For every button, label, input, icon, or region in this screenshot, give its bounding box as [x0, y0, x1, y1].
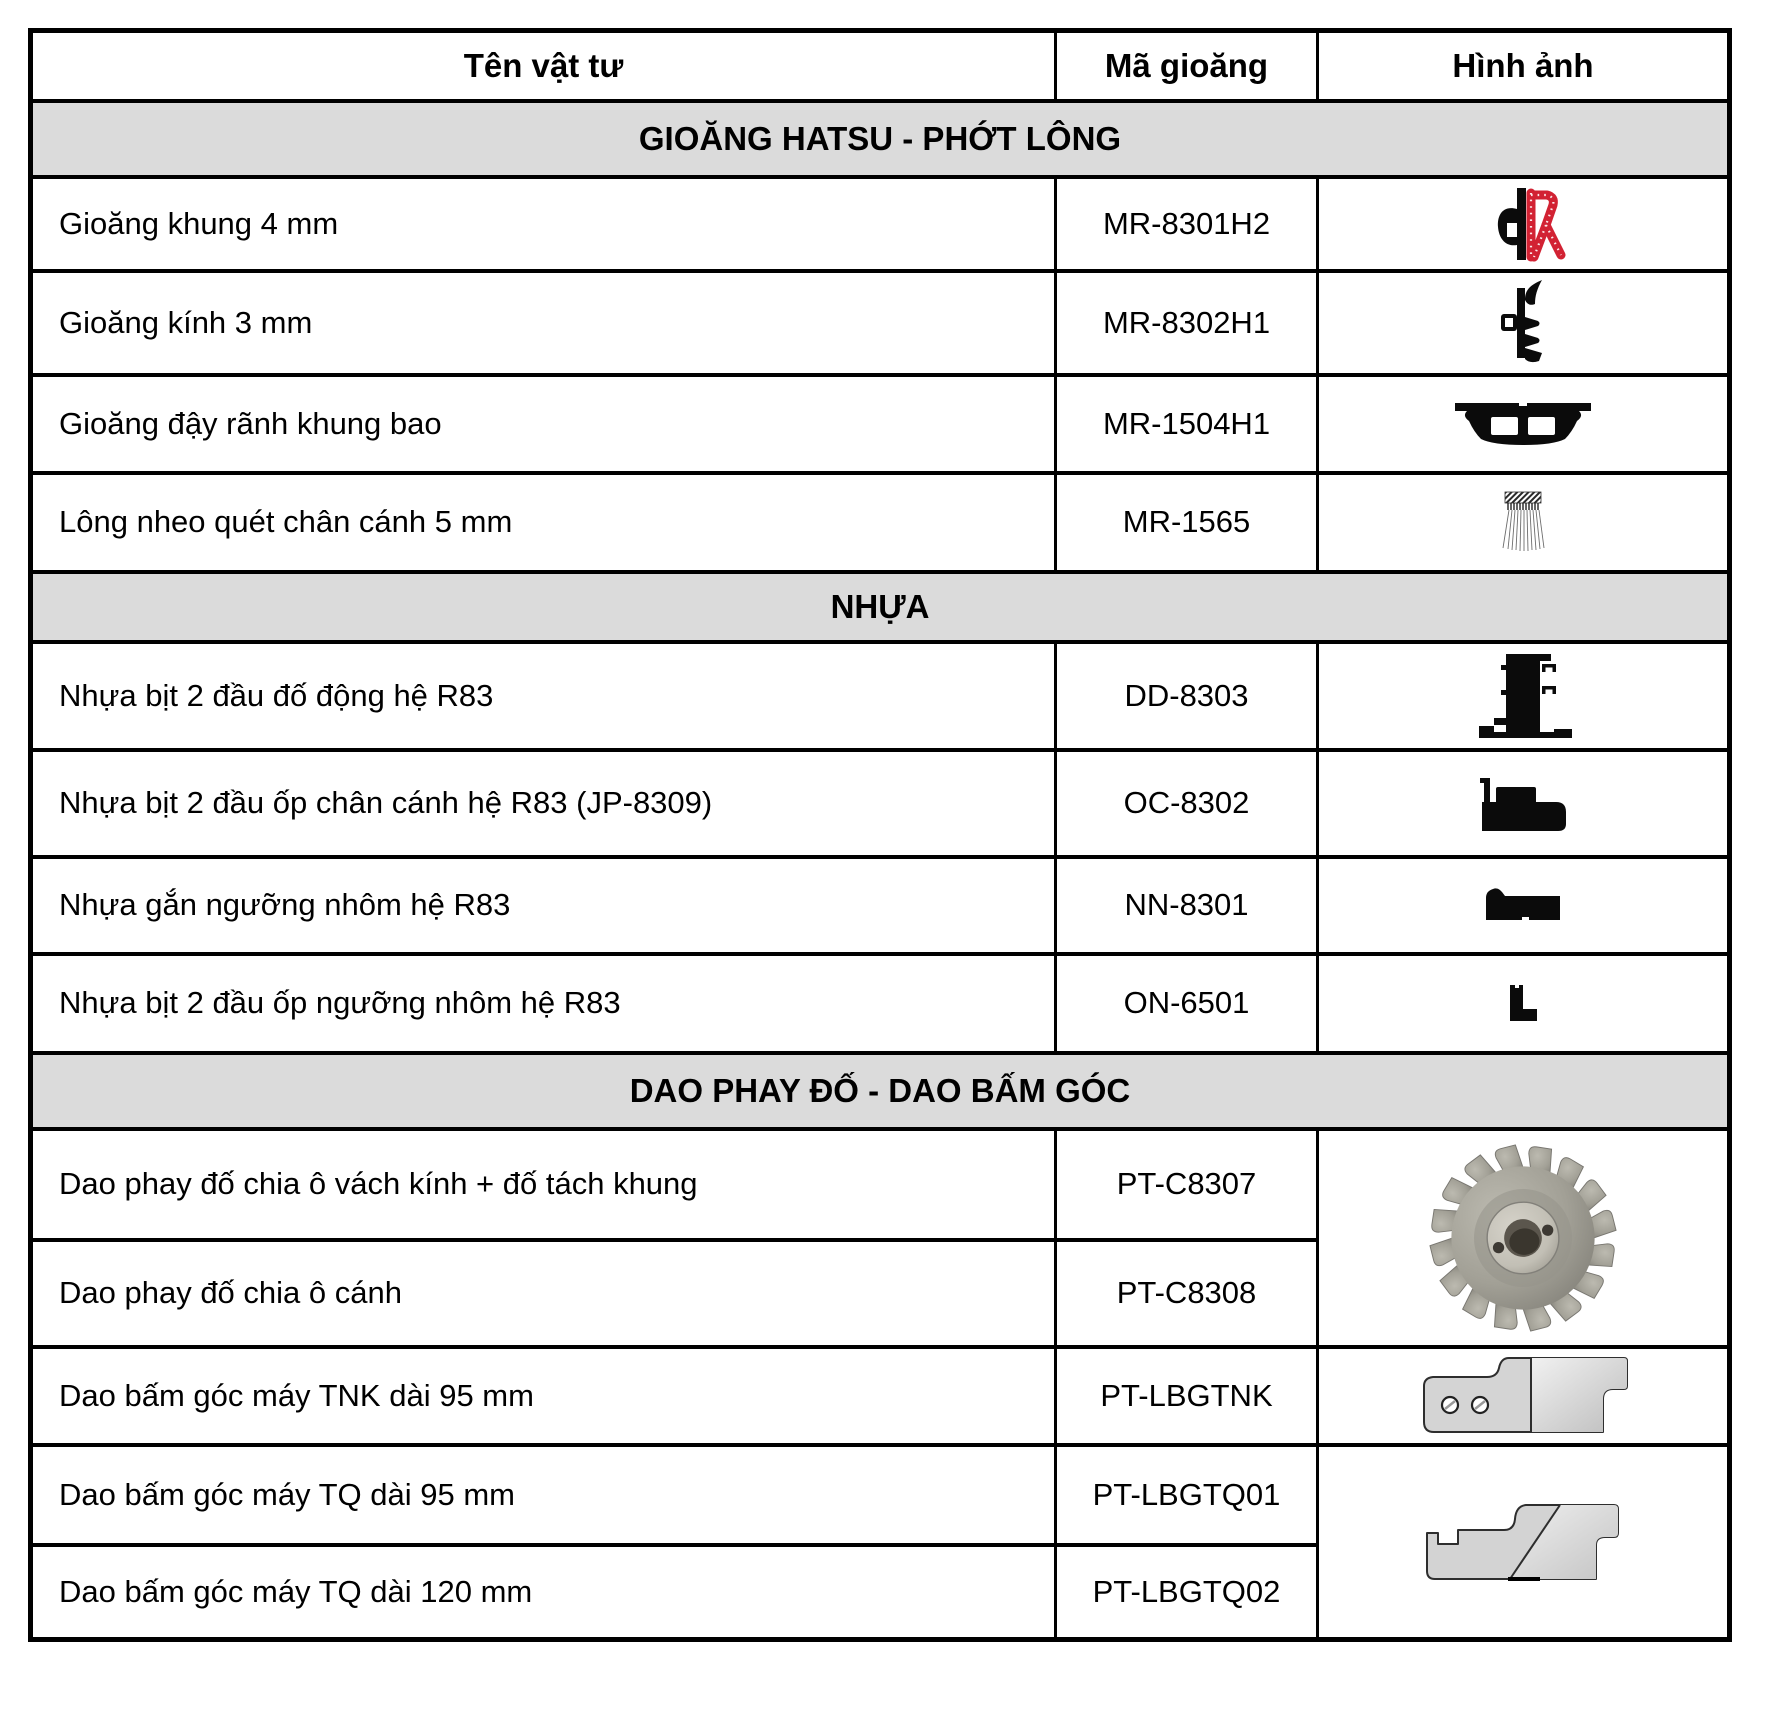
table-row — [31, 954, 1730, 1053]
threshold-end-cap-profile-icon — [1506, 983, 1540, 1023]
material-name: Dao phay đố chia ô cánh — [31, 1240, 1056, 1347]
material-code: PT-C8308 — [1056, 1240, 1318, 1347]
material-image — [1318, 473, 1730, 572]
table-row — [31, 271, 1730, 375]
material-name: Dao bấm góc máy TQ dài 95 mm — [31, 1445, 1056, 1545]
material-code: PT-LBGTNK — [1056, 1347, 1318, 1445]
table-row — [31, 1129, 1730, 1240]
table-row — [31, 1445, 1730, 1545]
glass-gasket-profile-icon — [1496, 280, 1550, 366]
material-name: Nhựa bịt 2 đầu ốp ngưỡng nhôm hệ R83 — [31, 954, 1056, 1053]
materials-table — [28, 28, 1732, 1642]
threshold-insert-profile-icon — [1478, 886, 1568, 924]
material-image — [1318, 857, 1730, 954]
red-frame-gasket-profile-icon — [1473, 185, 1573, 263]
material-name: Nhựa bịt 2 đầu đố động hệ R83 — [31, 642, 1056, 750]
material-image — [1318, 375, 1730, 473]
material-code: PT-LBGTQ02 — [1056, 1545, 1318, 1640]
material-code: MR-8302H1 — [1056, 271, 1318, 375]
material-name: Nhựa bịt 2 đầu ốp chân cánh hệ R83 (JP-8309) — [31, 750, 1056, 857]
material-code: DD-8303 — [1056, 642, 1318, 750]
corner-notching-blade-tq — [1424, 1501, 1622, 1583]
mullion-end-cap-profile-icon — [1466, 648, 1581, 744]
table-row — [31, 642, 1730, 750]
material-code: OC-8302 — [1056, 750, 1318, 857]
table-row — [31, 473, 1730, 572]
material-code: NN-8301 — [1056, 857, 1318, 954]
material-image — [1318, 1347, 1730, 1445]
material-name: Gioăng khung 4 mm — [31, 177, 1056, 271]
material-name: Dao phay đố chia ô vách kính + đố tách khung — [31, 1129, 1056, 1240]
table-row — [31, 375, 1730, 473]
section-title: NHỰA — [31, 572, 1730, 642]
sash-base-cap-profile-icon — [1476, 774, 1571, 832]
material-code: PT-LBGTQ01 — [1056, 1445, 1318, 1545]
material-code: MR-1565 — [1056, 473, 1318, 572]
column-header-gasket-code: Mã gioăng — [1056, 31, 1318, 101]
table-row — [31, 1347, 1730, 1445]
brush-pile-seal-icon — [1501, 490, 1545, 554]
materials-catalog — [28, 28, 1732, 1642]
milling-cutter-photo — [1425, 1135, 1621, 1341]
material-name: Dao bấm góc máy TNK dài 95 mm — [31, 1347, 1056, 1445]
material-image — [1318, 271, 1730, 375]
material-image — [1318, 177, 1730, 271]
material-image — [1318, 1445, 1730, 1640]
section-header-dao-phay — [31, 1053, 1730, 1129]
material-image — [1318, 1129, 1730, 1347]
section-header-gioang-hatsu — [31, 101, 1730, 177]
material-image — [1318, 750, 1730, 857]
section-header-nhua — [31, 572, 1730, 642]
table-row — [31, 177, 1730, 271]
material-image — [1318, 954, 1730, 1053]
material-code: ON-6501 — [1056, 954, 1318, 1053]
section-title: GIOĂNG HATSU - PHỚT LÔNG — [31, 101, 1730, 177]
material-name: Nhựa gắn ngưỡng nhôm hệ R83 — [31, 857, 1056, 954]
material-name: Dao bấm góc máy TQ dài 120 mm — [31, 1545, 1056, 1640]
material-code: PT-C8307 — [1056, 1129, 1318, 1240]
material-code: MR-1504H1 — [1056, 375, 1318, 473]
material-image — [1318, 642, 1730, 750]
material-name: Gioăng kính 3 mm — [31, 271, 1056, 375]
material-name: Lông nheo quét chân cánh 5 mm — [31, 473, 1056, 572]
table-row — [31, 750, 1730, 857]
groove-cover-gasket-profile-icon — [1453, 401, 1593, 447]
column-header-image: Hình ảnh — [1318, 31, 1730, 101]
table-header-row — [31, 31, 1730, 101]
table-row — [31, 857, 1730, 954]
corner-notching-blade-tnk — [1417, 1356, 1629, 1436]
material-code: MR-8301H2 — [1056, 177, 1318, 271]
column-header-material-name: Tên vật tư — [31, 31, 1056, 101]
section-title: DAO PHAY ĐỐ - DAO BẤM GÓC — [31, 1053, 1730, 1129]
material-name: Gioăng đậy rãnh khung bao — [31, 375, 1056, 473]
